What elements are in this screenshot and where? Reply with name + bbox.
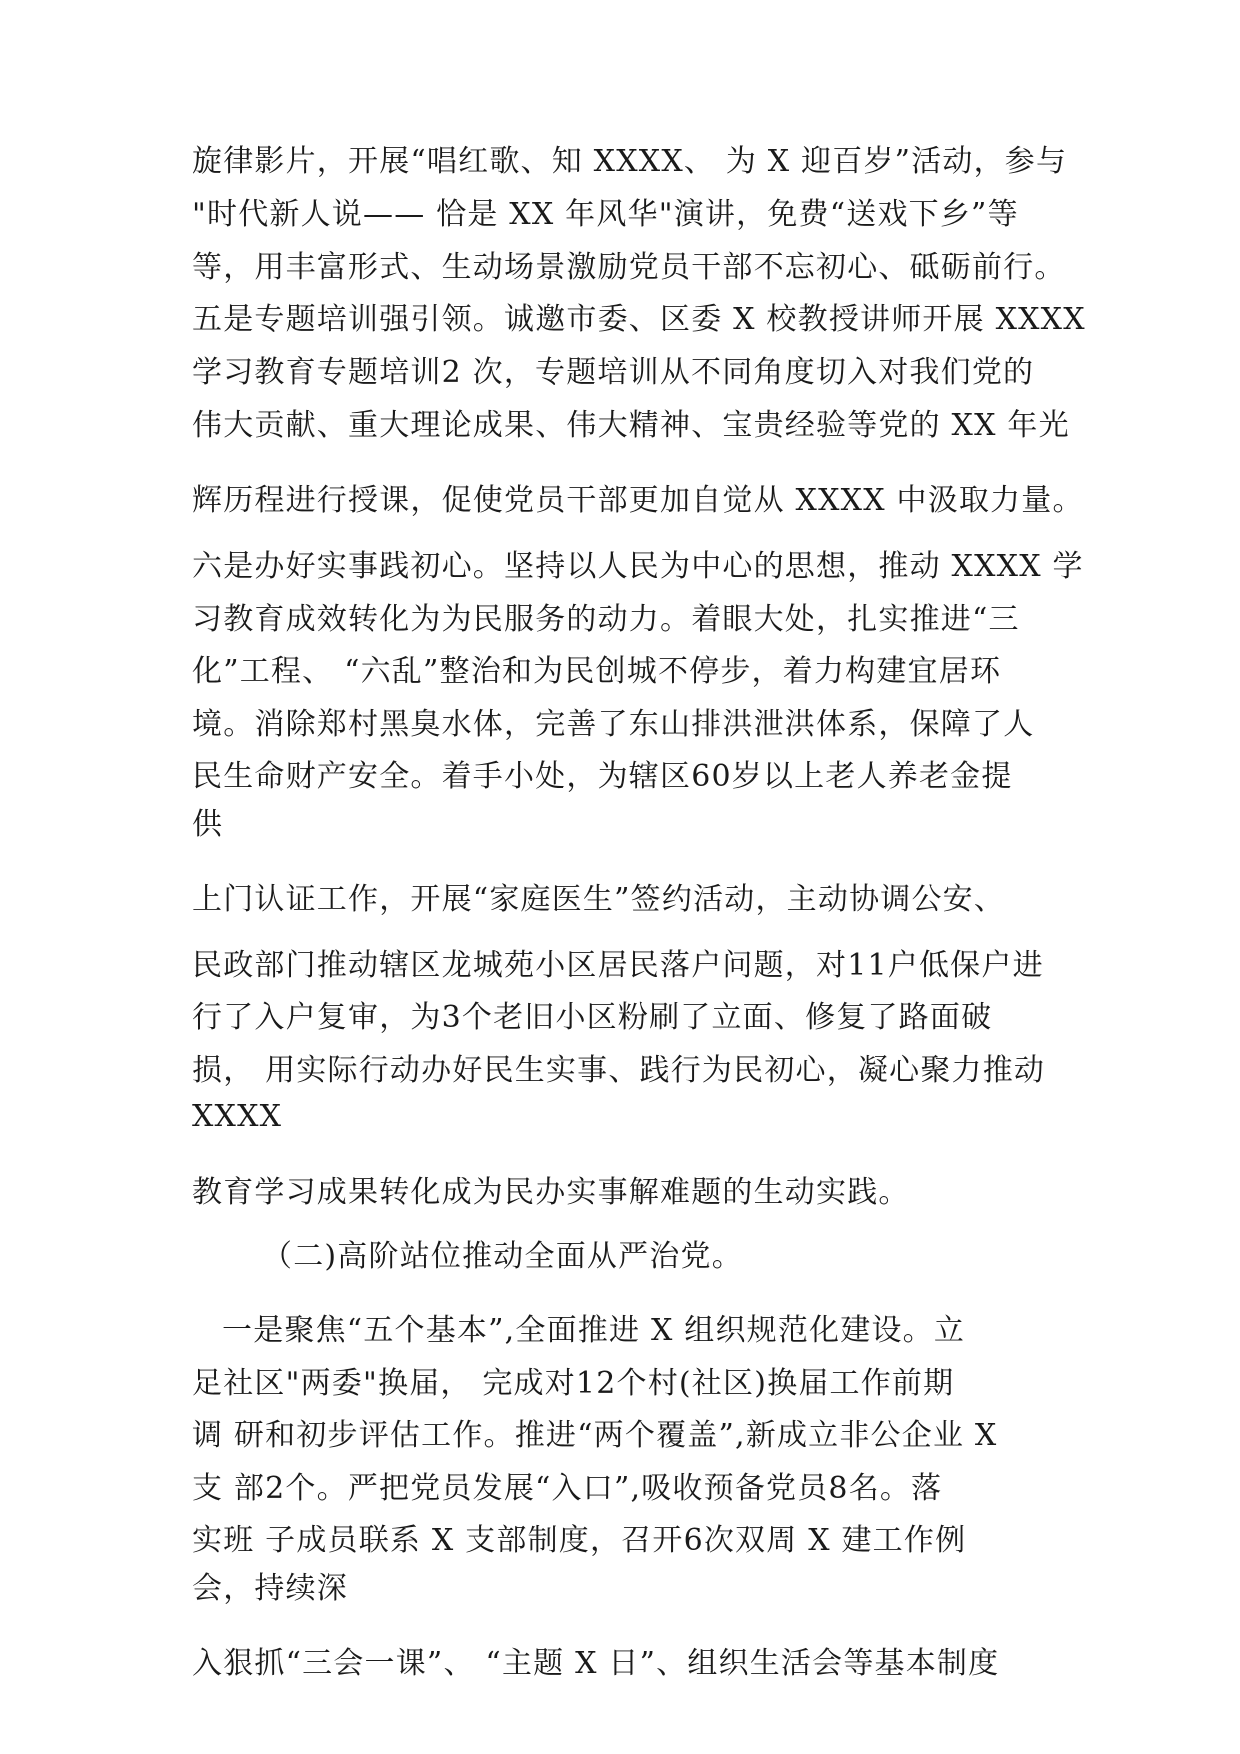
text-line: 调 研和初步评估工作。推进“两个覆盖”,新成立非公企业 X (192, 1418, 998, 1453)
text-line: 五是专题培训强引领。诚邀市委、区委 X 校教授讲师开展 XXXX (192, 302, 1086, 337)
text-line: 辉历程进行授课，促使党员干部更加自觉从 XXXX 中汲取力量。 (192, 483, 1084, 518)
text-line: 境。消除郑村黑臭水体，完善了东山排洪泄洪体系，保障了人 (192, 707, 1035, 742)
text-line: 损， 用实际行动办好民生实事、践行为民初心，凝心聚力推动 (192, 1053, 1046, 1088)
text-line: 习教育成效转化为为民服务的动力。着眼大处，扎实推进“三 (192, 602, 1020, 637)
text-line: 学习教育专题培训2 次，专题培训从不同角度切入对我们党的 (192, 355, 1035, 390)
text-line: 旋律影片，开展“唱红歌、知 XXXX、 为 X 迎百岁”活动，参与 (192, 144, 1068, 179)
text-line: 行了入户复审，为3个老旧小区粉刷了立面、修复了路面破 (192, 1000, 993, 1035)
text-line: "时代新人说—— 恰是 XX 年风华"演讲，免费“送戏下乡”等 (192, 197, 1019, 232)
text-line: 支 部2个。严把党员发展“入口”,吸收预备党员8名。落 (192, 1471, 943, 1506)
text-line: 伟大贡献、重大理论成果、伟大精神、宝贵经验等党的 XX 年光 (192, 408, 1070, 443)
text-line: 会，持续深 (192, 1571, 348, 1606)
text-line: 民政部门推动辖区龙城苑小区居民落户问题，对11户低保户进 (192, 948, 1044, 983)
text-line: XXXX (192, 1099, 283, 1134)
text-line: 教育学习成果转化成为民办实事解难题的生动实践。 (192, 1175, 910, 1210)
text-line: 民生命财产安全。着手小处，为辖区60岁以上老人养老金提 (192, 759, 1013, 794)
text-line: 上门认证工作，开展“家庭医生”签约活动，主动协调公安、 (192, 882, 1006, 917)
text-line: 等，用丰富形式、生动场景激励党员干部不忘初心、砥砺前行。 (192, 250, 1066, 285)
text-line: 实班 子成员联系 X 支部制度，召开6次双周 X 建工作例 (192, 1523, 967, 1558)
text-line: 化”工程、 “六乱”整治和为民创城不停步，着力构建宜居环 (192, 654, 1002, 689)
text-line: 供 (192, 807, 224, 842)
text-line: 足社区"两委"换届， 完成对12个村(社区)换届工作前期 (192, 1366, 955, 1401)
text-line: 入狠抓“三会一课”、 “主题 X 日”、组织生活会等基本制度 (192, 1646, 1000, 1681)
section-heading: （二)高阶站位推动全面从严治党。 (262, 1239, 743, 1274)
text-line: 六是办好实事践初心。坚持以人民为中心的思想，推动 XXXX 学 (192, 549, 1084, 584)
text-line: 一是聚焦“五个基本”,全面推进 X 组织规范化建设。立 (222, 1313, 966, 1348)
